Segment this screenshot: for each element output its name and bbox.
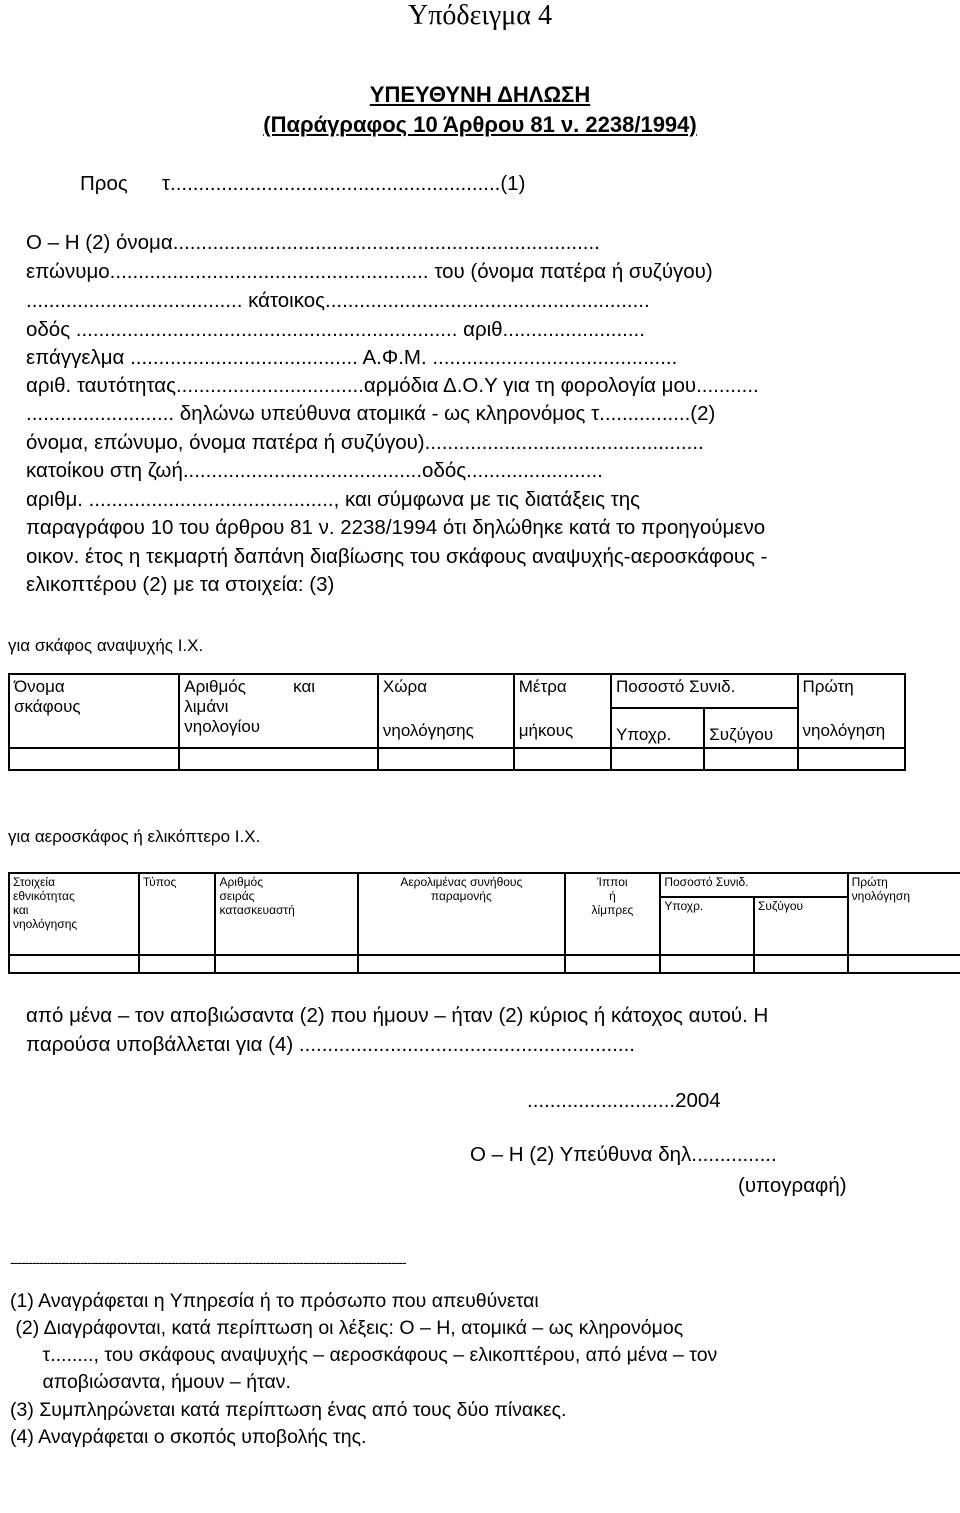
aircraft-cell (565, 955, 661, 973)
boat-cell (611, 748, 704, 770)
footnote-4: (4) Αναγράφεται ο σκοπός υποβολής της. (10, 1426, 367, 1448)
declaration-heading: ΥΠΕΥΘΥΝΗ ΔΗΛΩΣΗ (369, 82, 591, 107)
footnote-separator: ------------------------------------------------------------------------------------------------------------ (10, 1254, 406, 1270)
boat-name-header: Όνομα σκάφους (9, 674, 179, 748)
table1-caption: για σκάφος αναψυχής Ι.Χ. (8, 636, 204, 655)
boat-ownership-spouse-header: Συζύγου (704, 708, 797, 748)
body-line-id: αριθ. ταυτότητας.................................αρμόδια Δ.Ο.Υ για τη φορολογία μου........... (26, 374, 759, 397)
boat-registry-header: Αριθμός και λιμάνι νηολογίου (179, 674, 378, 748)
boat-length-header: Μέτρα μήκους (514, 674, 611, 748)
aircraft-ownership-header: Ποσοστό Συνιδ. (660, 873, 847, 897)
aircraft-type-header: Τύπος (139, 873, 216, 955)
body-line-street: οδός ................................................................... αριθ......................... (26, 318, 645, 341)
aircraft-cell (848, 955, 960, 973)
boat-cell (179, 748, 378, 770)
footnote-2-cont: τ........, του σκάφους αναψυχής – αεροσκάφους – ελικοπτέρου, από μένα – τον (10, 1344, 718, 1366)
boat-cell (9, 748, 179, 770)
body-line-declare: .......................... δηλώνω υπεύθυνα ατομικά - ως κληρονόμος τ................(2) (26, 402, 716, 425)
declaration-legal-reference: (Παράγραφος 10 Άρθρου 81 ν. 2238/1994) (263, 112, 697, 137)
aircraft-serial-header: Αριθμός σειράς κατασκευαστή (215, 873, 358, 955)
footnote-2-end: αποβιώσαντα, ήμουν – ήταν. (10, 1371, 291, 1393)
aircraft-airport-header: Αερολιμένας συνήθους παραμονής (358, 873, 564, 955)
footnote-2: (2) Διαγράφονται, κατά περίπτωση οι λέξεις: Ο – Η, ατομικά – ως κληρονόμος (10, 1317, 684, 1339)
body-line-econ-year: οικον. έτος η τεκμαρτή δαπάνη διαβίωσης του σκάφους αναψυχής-αεροσκάφους - (26, 545, 768, 568)
aircraft-table (8, 872, 960, 974)
footnote-1: (1) Αναγράφεται η Υπηρεσία ή το πρόσωπο που απευθύνεται (10, 1290, 539, 1312)
aircraft-nationality-header: Στοιχεία εθνικότητας και νηολόγησης (9, 873, 139, 955)
boat-ownership-obliged-header: Υποχρ. (611, 708, 704, 748)
body-line-to: Προς τ..........................................................(1) (80, 172, 526, 195)
boat-cell (514, 748, 611, 770)
body-line-heir-name: όνομα, επώνυμο, όνομα πατέρα ή συζύγου)................................................. (26, 431, 704, 454)
document-title: Υπόδειγμα 4 (408, 0, 552, 31)
aircraft-ownership-spouse-header: Συζύγου (754, 897, 848, 955)
aircraft-cell (660, 955, 754, 973)
signature-label: (υπογραφή) (738, 1174, 847, 1197)
boat-cell (378, 748, 514, 770)
aircraft-cell (139, 955, 216, 973)
aircraft-cell (215, 955, 358, 973)
body-line-number: αριθμ. ..........................................., και σύμφωνα με τις διατάξεις της (26, 488, 641, 511)
body-line-paragraph: παραγράφου 10 του άρθρου 81 ν. 2238/1994 ότι δηλώθηκε κατά το προηγούμενο (26, 516, 766, 539)
body-line-resident: ...................................... κάτοικος......................................................... (26, 289, 650, 312)
aircraft-cell (358, 955, 564, 973)
aircraft-first-registration-header: Πρώτη νηολόγηση (848, 873, 960, 955)
body-line-helicopter: ελικοπτέρου (2) με τα στοιχεία: (3) (26, 573, 335, 596)
body-line-surname: επώνυμο........................................................ του (όνομα πατέρα ή συζύγου) (26, 260, 713, 283)
aircraft-cell (9, 955, 139, 973)
aircraft-horsepower-header: Ίπποι ή λίμπρες (565, 873, 661, 955)
boat-table (8, 673, 906, 771)
boat-country-header: Χώρα νηολόγησης (378, 674, 514, 748)
boat-ownership-header: Ποσοστό Συνιδ. (611, 674, 797, 708)
date-line: ..........................2004 (527, 1089, 721, 1112)
boat-first-registration-header: Πρώτη νηολόγηση (798, 674, 906, 748)
aircraft-ownership-obliged-header: Υποχρ. (660, 897, 754, 955)
closing-line-2: παρούσα υποβάλλεται για (4) ........................................................... (26, 1033, 635, 1056)
aircraft-cell (754, 955, 848, 973)
boat-cell (798, 748, 906, 770)
boat-cell (704, 748, 797, 770)
body-line-heir-resident: κατοίκου στη ζωή..........................................οδός........................ (26, 459, 603, 482)
closing-line-1: από μένα – τον αποβιώσαντα (2) που ήμουν – ήταν (2) κύριος ή κάτοχος αυτού. Η (26, 1004, 769, 1027)
signer-line: Ο – Η (2) Υπεύθυνα δηλ............... (470, 1143, 777, 1166)
body-line-profession: επάγγελμα ........................................ Α.Φ.Μ. ........................................... (26, 346, 678, 369)
footnote-3: (3) Συμπληρώνεται κατά περίπτωση ένας από τους δύο πίνακες. (10, 1399, 567, 1421)
table2-caption: για αεροσκάφος ή ελικόπτερο Ι.Χ. (8, 827, 261, 846)
body-line-name: Ο – Η (2) όνομα........................................................................... (26, 231, 600, 254)
